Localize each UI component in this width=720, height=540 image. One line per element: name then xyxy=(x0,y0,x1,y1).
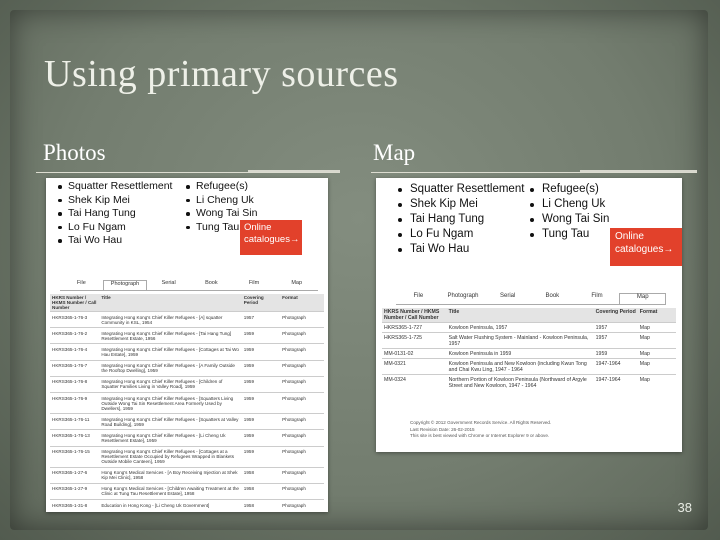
table-cell: HKRS365-1-27-6 xyxy=(50,467,99,483)
table-cell: Photograph xyxy=(280,360,324,376)
table-cell: 1947-1964 xyxy=(594,359,638,375)
table-cell: Education in Hong Kong - [Li Cheng Uk Government] xyxy=(99,500,241,511)
column-header: Format xyxy=(638,308,676,323)
table-cell: Map xyxy=(638,333,676,349)
table-cell: Integrating Hong Kong's Chief Killer Refugees - [A Family Outside the Rooftop Dwelling], 1959 xyxy=(99,360,241,376)
keyword-item: Shek Kip Mei xyxy=(398,197,524,212)
catalogue-tab[interactable]: Book xyxy=(205,280,218,286)
keyword-item: Squatter Resettlement xyxy=(58,180,172,194)
table-cell: Integrating Hong Kong's Chief Killer Refugees - [Cottages at Tai Wo Hau Estate], 1959 xyxy=(99,344,241,360)
keyword-item: Tai Wo Hau xyxy=(398,242,524,257)
table-cell: 1959 xyxy=(242,446,280,467)
table-row[interactable] xyxy=(382,349,676,359)
table-row[interactable] xyxy=(50,360,324,376)
table-cell: Photograph xyxy=(280,467,324,483)
photos-tabs xyxy=(60,280,318,291)
table-cell: 1957 xyxy=(242,312,280,328)
map-keywords-right xyxy=(530,182,609,242)
table-cell: 1957 xyxy=(594,323,638,333)
table-cell: 1959 xyxy=(242,328,280,344)
table-cell: Photograph xyxy=(280,312,324,328)
photos-screenshot xyxy=(46,178,328,512)
keyword-item: Refugee(s) xyxy=(186,180,257,194)
map-keywords-left xyxy=(398,182,524,257)
catalogue-tab[interactable]: Film xyxy=(591,293,603,299)
catalogue-tab[interactable]: Serial xyxy=(161,280,176,286)
table-row[interactable] xyxy=(50,467,324,483)
table-cell: 1959 xyxy=(594,349,638,359)
catalogue-tab[interactable]: Photograph xyxy=(103,280,148,290)
keyword-item: Tung Tau xyxy=(530,227,609,242)
keyword-item: Lo Fu Ngam xyxy=(398,227,524,242)
keyword-item: Refugee(s) xyxy=(530,182,609,197)
column-header: Covering Period xyxy=(594,308,638,323)
catalogue-tab[interactable]: Film xyxy=(248,280,260,286)
map-results-table xyxy=(382,308,676,390)
table-cell: HKRS365-1-76-7 xyxy=(50,360,99,376)
table-cell: Photograph xyxy=(280,392,324,413)
catalogue-tab[interactable]: Book xyxy=(545,293,560,299)
keyword-item: Tung Tau xyxy=(186,221,257,235)
table-row[interactable] xyxy=(382,323,676,333)
column-header: HKRS Number / HKMS Number / Call Number xyxy=(382,308,447,323)
slide-title: Using primary sources xyxy=(44,53,399,95)
table-cell: Hong Kong's Medical Services - [Children Awaiting Treatment at the Clinic at Tung Tau Resettlement Estate], 1958 xyxy=(99,483,241,499)
table-cell: HKRS365-1-76-3 xyxy=(50,312,99,328)
table-cell: Photograph xyxy=(280,414,324,430)
table-row[interactable] xyxy=(50,446,324,467)
table-cell: 1947-1964 xyxy=(594,375,638,391)
table-cell: HKRS365-1-31-8 xyxy=(50,500,99,511)
catalogue-tab[interactable]: Serial xyxy=(500,293,516,299)
catalogue-tab[interactable]: File xyxy=(76,280,86,286)
table-row[interactable] xyxy=(50,376,324,392)
table-cell: Photograph xyxy=(280,376,324,392)
table-cell: Integrating Hong Kong's Chief Killer Refugees - [Children of Squatter Families Living in Valley Road], 1959 xyxy=(99,376,241,392)
map-online-catalogues-badge[interactable] xyxy=(610,228,682,266)
table-cell: HKRS365-1-76-4 xyxy=(50,344,99,360)
table-cell: 1959 xyxy=(242,344,280,360)
table-cell: Integrating Hong Kong's Chief Killer Refugees - [Tai Hang Tung] Resettlement Estate, 1956 xyxy=(99,328,241,344)
table-cell: Map xyxy=(638,323,676,333)
map-heading-rule xyxy=(371,172,697,173)
table-cell: HKRS365-1-76-15 xyxy=(50,446,99,467)
catalogue-tab[interactable]: Map xyxy=(291,280,303,286)
table-cell: HKRS365-1-76-8 xyxy=(50,376,99,392)
keyword-item: Wong Tai Sin xyxy=(530,212,609,227)
table-cell: HKRS365-1-76-11 xyxy=(50,414,99,430)
footer-line: This site is best viewed with Chrome or Internet Explorer 9 or above. xyxy=(410,433,550,438)
table-cell: Integrating Hong Kong's Chief Killer Refugees - [Squatters at Valley Road Building], 1959 xyxy=(99,414,241,430)
table-header-row xyxy=(50,294,324,312)
table-cell: MM-0131-02 xyxy=(382,349,447,359)
table-cell: Photograph xyxy=(280,430,324,446)
table-row[interactable] xyxy=(382,359,676,375)
footer-line: Last Revision Date: 26-02-2015 xyxy=(410,426,475,432)
table-cell: HKRS365-1-76-2 xyxy=(50,328,99,344)
table-cell: 1958 xyxy=(242,500,280,511)
table-cell: Photograph xyxy=(280,446,324,467)
table-cell: Hong Kong's Medical Services - [A Boy Receiving Injection at Shek Kip Mei Clinic], 1958 xyxy=(99,467,241,483)
table-cell: Kowloon Peninsula in 1959 xyxy=(447,349,594,359)
table-cell: Photograph xyxy=(280,344,324,360)
keyword-item: Tai Wo Hau xyxy=(58,234,172,248)
map-heading: Map xyxy=(373,140,416,165)
table-cell: Integrating Hong Kong's Chief Killer Refugees - [Cottages at a Resettlement Estate Occupied by Refugees Wrapped in Blankets Outside Mobile Canteen], 1959 xyxy=(99,446,241,467)
table-cell: 1959 xyxy=(242,430,280,446)
photos-heading-rule-accent xyxy=(248,170,340,172)
table-cell: 1959 xyxy=(242,360,280,376)
column-header: Title xyxy=(99,294,241,312)
table-row[interactable] xyxy=(382,333,676,349)
column-header: Covering Period xyxy=(242,294,280,312)
keyword-item: Li Cheng Uk xyxy=(530,197,609,212)
table-row[interactable] xyxy=(50,414,324,430)
table-cell: MM-0321 xyxy=(382,359,447,375)
keyword-item: Tai Hang Tung xyxy=(398,212,524,227)
table-cell: Map xyxy=(638,359,676,375)
table-cell: Northern Portion of Kowloon Peninsula (Northward of Argyle Street and New Kowloon, 1947 - 1964 xyxy=(447,375,594,391)
table-cell: 1959 xyxy=(242,392,280,413)
column-header: HKRS Number / HKMS Number / Call Number xyxy=(50,294,99,312)
table-cell: Photograph xyxy=(280,483,324,499)
table-row[interactable] xyxy=(50,430,324,446)
table-row[interactable] xyxy=(50,344,324,360)
table-row[interactable] xyxy=(50,312,324,328)
table-cell: Integrating Hong Kong's Chief Killer Refugees - [Squatters Living Outside Wong Tai Sin Resettlement Area Formerly Used by Dwellers], 1959 xyxy=(99,392,241,413)
table-cell: 1957 xyxy=(594,333,638,349)
keyword-item: Shek Kip Mei xyxy=(58,194,172,208)
table-row[interactable] xyxy=(50,483,324,499)
photos-heading: Photos xyxy=(43,140,106,165)
table-cell: Kowloon Peninsula and New Kowloon (including Kwun Tong and Chai Kwu Ling, 1947 - 1964 xyxy=(447,359,594,375)
page-number: 38 xyxy=(677,500,692,515)
keyword-item: Li Cheng Uk xyxy=(186,194,257,208)
table-cell: HKRS365-1-725 xyxy=(382,333,447,349)
table-cell: Salt Water Flushing System - Mainland - Kowloon Peninsula, 1957 xyxy=(447,333,594,349)
table-cell: Integrating Hong Kong's Chief Killer Refugees - [A] squatter Community in KSL, 1954 xyxy=(99,312,241,328)
table-cell: Photograph xyxy=(280,328,324,344)
map-heading-rule-accent xyxy=(580,170,697,172)
table-cell: HKRS365-1-76-9 xyxy=(50,392,99,413)
keyword-item: Squatter Resettlement xyxy=(398,182,524,197)
column-header: Format xyxy=(280,294,324,312)
table-cell: 1959 xyxy=(242,376,280,392)
table-row[interactable] xyxy=(50,392,324,413)
catalogue-tab[interactable]: Map xyxy=(619,293,666,304)
table-cell: Integrating Hong Kong's Chief Killer Refugees - [Li Cheng Uk Resettlement Estate], 1959 xyxy=(99,430,241,446)
photos-results-table xyxy=(50,294,324,510)
photos-keywords-left xyxy=(58,180,172,248)
table-cell: Photograph xyxy=(280,500,324,511)
table-cell: 1959 xyxy=(242,414,280,430)
catalogue-tab[interactable]: Photograph xyxy=(447,293,479,299)
map-footer xyxy=(410,420,551,440)
table-cell: Map xyxy=(638,375,676,391)
table-cell: Kowloon Peninsula, 1957 xyxy=(447,323,594,333)
table-row[interactable] xyxy=(50,500,324,511)
photos-heading-rule xyxy=(36,172,340,173)
table-header-row xyxy=(382,308,676,323)
map-online-catalogues-label: Online catalogues→ xyxy=(615,231,674,255)
catalogue-tab[interactable]: File xyxy=(413,293,424,299)
footer-line: Copyright © 2012 Government Records Service. All Rights Reserved. xyxy=(410,420,552,425)
table-row[interactable] xyxy=(382,375,676,391)
column-header: Title xyxy=(447,308,594,323)
keyword-item: Wong Tai Sin xyxy=(186,207,257,221)
table-cell: HKRS365-1-27-9 xyxy=(50,483,99,499)
map-tabs xyxy=(396,293,666,305)
table-cell: MM-0324 xyxy=(382,375,447,391)
table-cell: Map xyxy=(638,349,676,359)
table-cell: 1958 xyxy=(242,483,280,499)
photos-online-catalogues-label: Online catalogues→ xyxy=(244,222,300,245)
keyword-item: Lo Fu Ngam xyxy=(58,221,172,235)
table-cell: 1958 xyxy=(242,467,280,483)
keyword-item: Tai Hang Tung xyxy=(58,207,172,221)
photos-online-catalogues-badge[interactable] xyxy=(240,220,302,255)
table-cell: HKRS365-1-727 xyxy=(382,323,447,333)
map-screenshot xyxy=(376,178,682,452)
table-row[interactable] xyxy=(50,328,324,344)
table-cell: HKRS365-1-76-13 xyxy=(50,430,99,446)
